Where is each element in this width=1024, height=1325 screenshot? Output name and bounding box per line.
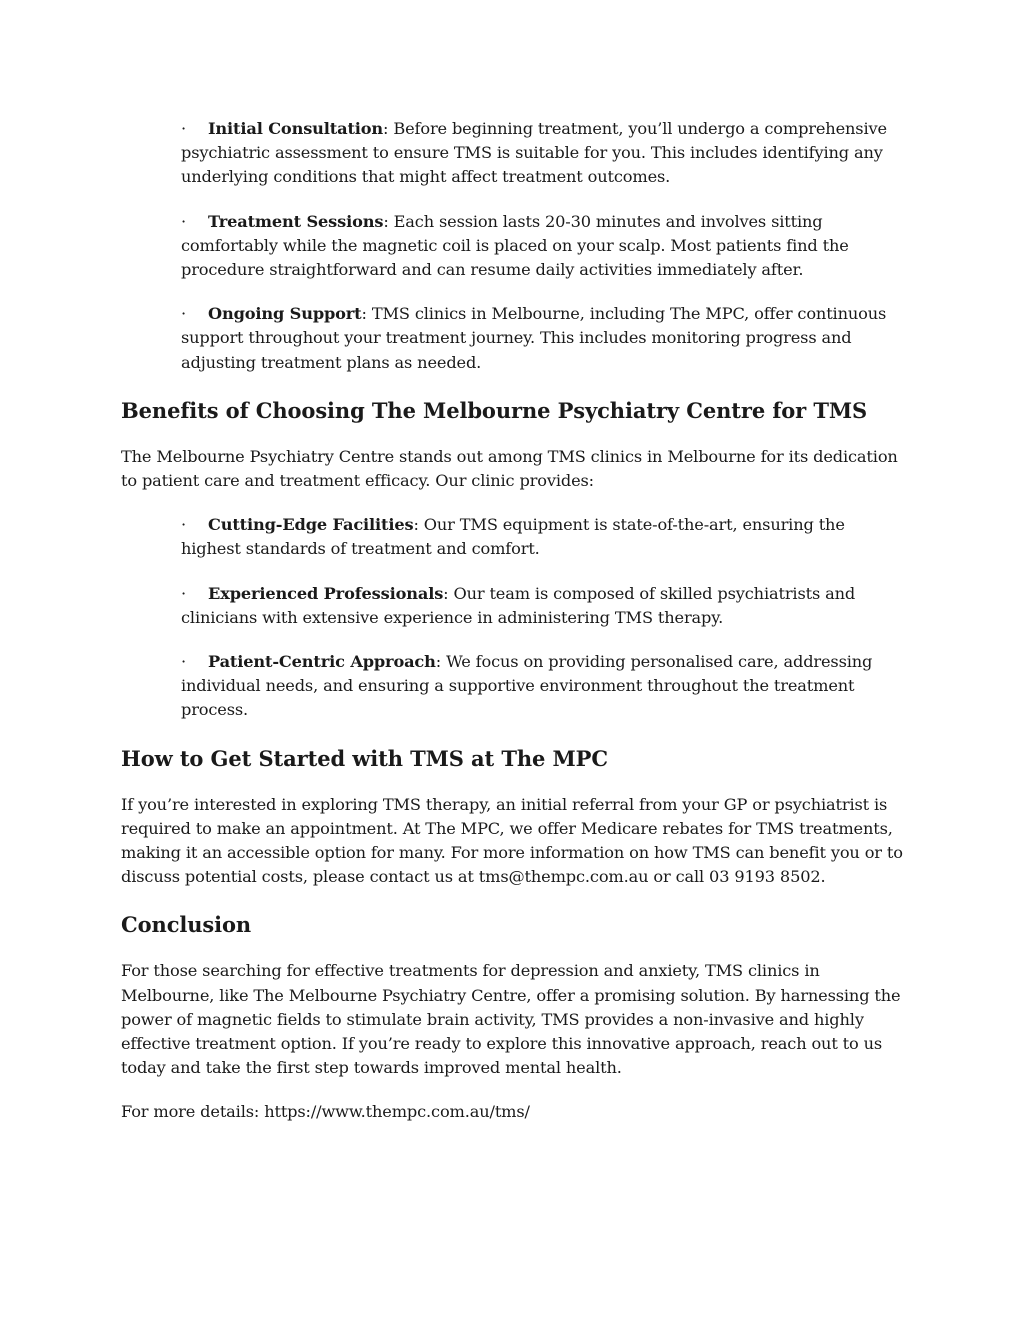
conclusion-paragraph: For those searching for effective treatments for depression and anxiety, TMS clinics in Melbourne, like The Melbourne Psychiatry Centre, offer a promising solution. By harnessing the power of magnetic fields to stimulate brain activity, TMS provides a non-invasive and highly effective treatment option. If you’re ready to explore this innovative approach, reach out to us today and take the first step towards improved mental health. [121, 961, 901, 1078]
benefits-intro: The Melbourne Psychiatry Centre stands out among TMS clinics in Melbourne for its dedication to patient care and treatment efficacy. Our clinic provides: [121, 446, 898, 491]
list-item-title: Experienced Professionals [208, 583, 444, 603]
list-item-ongoing-support [181, 302, 905, 375]
list-item-title: Treatment Sessions [208, 211, 384, 231]
bullet-icon: · [181, 119, 186, 138]
list-item-text: : We focus on providing personalised care, addressing individual needs, and ensuring a supportive environment throughout the treatment process. [181, 652, 873, 720]
bullet-icon: · [181, 583, 186, 603]
list-item-title: Ongoing Support [208, 304, 362, 324]
getting-started-paragraph: If you’re interested in exploring TMS therapy, an initial referral from your GP or psychiatrist is required to make an appointment. At The MPC, we offer Medicare rebates for TMS treatments, making it an accessible option for many. For more information on how TMS can benefit you or to discuss potential costs, please contact us at tms@thempc.com.au or call 03 9193 8502. [121, 794, 903, 887]
list-item-treatment-sessions [181, 210, 905, 283]
list-item-experienced-professionals [181, 582, 905, 630]
document-content [121, 117, 905, 1145]
details-link-line: For more details: https://www.thempc.com.au/tms/ [121, 1102, 530, 1122]
list-item-text: : Our TMS equipment is state-of-the-art, ensuring the highest standards of treatment and comfort. [181, 515, 845, 559]
bullet-icon: · [181, 652, 186, 672]
list-item-patient-centric-approach [181, 650, 905, 723]
treatment-process-list [121, 117, 905, 375]
list-item-title: Cutting-Edge Facilities [208, 515, 414, 535]
getting-started-heading: How to Get Started with TMS at The MPC [121, 745, 608, 771]
benefits-heading: Benefits of Choosing The Melbourne Psychiatry Centre for TMS [121, 397, 868, 423]
list-item-text: : Before beginning treatment, you’ll undergo a comprehensive psychiatric assessment to ensure TMS is suitable for you. This includes identifying any underlying conditions that might affect treatment outcomes. [181, 119, 887, 187]
list-item-text: : Our team is composed of skilled psychiatrists and clinicians with extensive experience in administering TMS therapy. [181, 583, 856, 627]
list-item-text: : Each session lasts 20-30 minutes and involves sitting comfortably while the magnetic coil is placed on your scalp. Most patients find the procedure straightforward and can resume daily activities immediately after. [181, 211, 849, 280]
benefits-list [121, 513, 905, 722]
list-item-initial-consultation [181, 117, 905, 190]
bullet-icon: · [181, 211, 186, 231]
bullet-icon: · [181, 304, 186, 324]
conclusion-heading: Conclusion [121, 912, 252, 938]
bullet-icon: · [181, 515, 186, 535]
list-item-text: : TMS clinics in Melbourne, including The MPC, offer continuous support throughout your treatment journey. This includes monitoring progress and adjusting treatment plans as needed. [181, 304, 887, 372]
list-item-cutting-edge-facilities [181, 513, 905, 561]
list-item-title: Patient-Centric Approach [208, 652, 436, 672]
list-item-title: Initial Consultation [208, 119, 384, 138]
